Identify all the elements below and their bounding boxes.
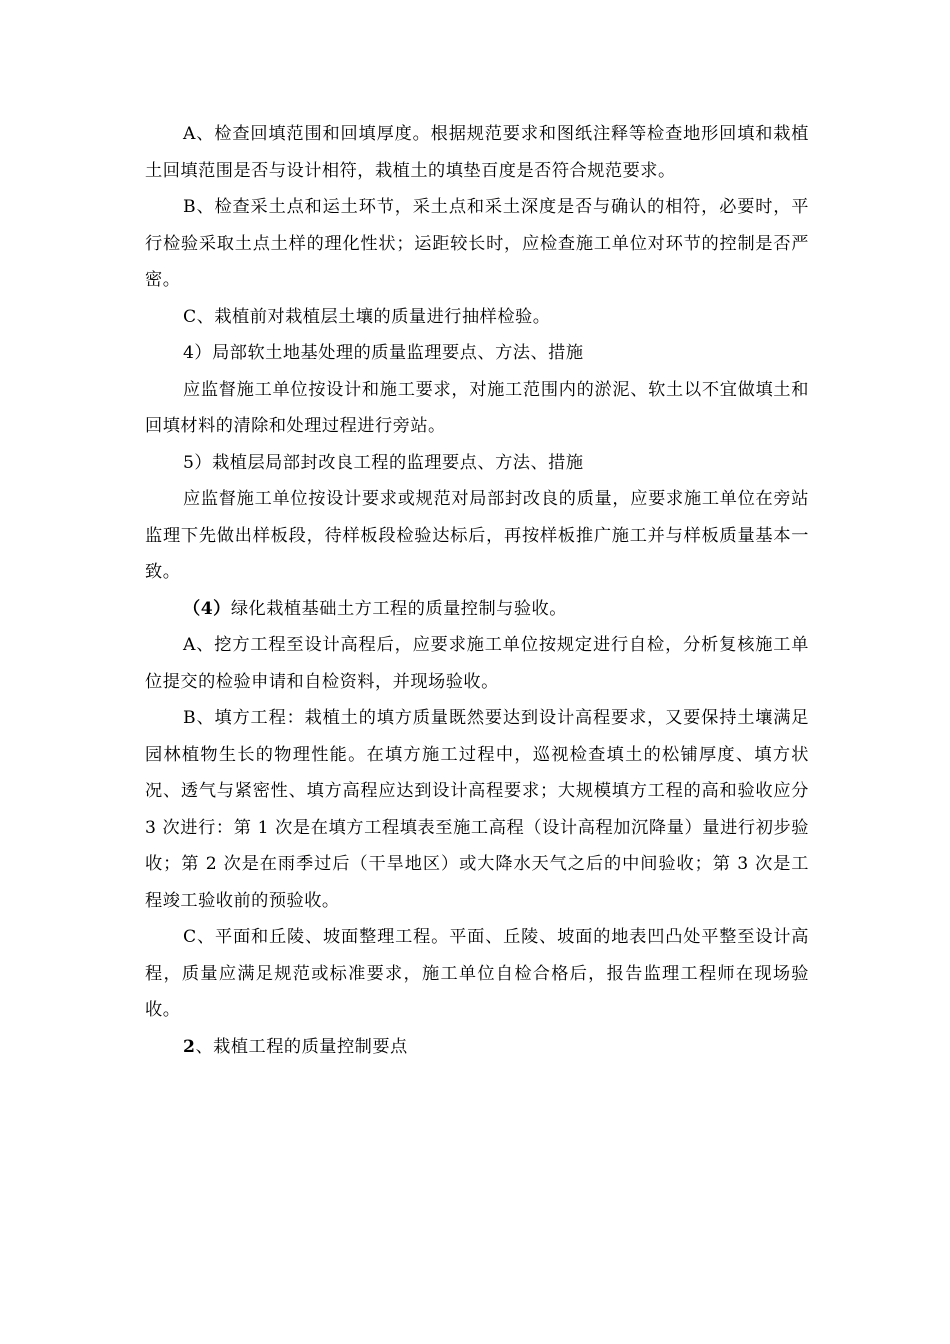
section-heading-planting [145, 1029, 809, 1066]
paragraph-excavation: A、挖方工程至设计高程后，应要求施工单位按规定进行自检，分析复核施工单位提交的检验申请和自检资料，并现场验收。 [145, 635, 809, 692]
paragraph-soft-soil-supervision: 应监督施工单位按设计和施工要求，对施工范围内的淤泥、软土以不宜做填土和回填材料的清除和处理过程进行旁站。 [145, 379, 809, 436]
section-title: 绿化栽植基础土方工程的质量控制与验收。 [230, 598, 567, 619]
paragraph-backfill-check: A、检查回填范围和回填厚度。根据规范要求和图纸注释等检查地形回填和栽植土回填范围是否与设计相符，栽植土的填垫百度是否符合规范要求。 [145, 124, 809, 181]
heading-layer-improvement: 5）栽植层局部封改良工程的监理要点、方法、措施 [183, 452, 584, 473]
section-number: （4） [183, 598, 231, 619]
section-heading-earthwork [145, 591, 809, 628]
paragraph-layer-improvement: 应监督施工单位按设计要求或规范对局部封改良的质量，应要求施工单位在旁站监理下先做出样板段，待样板段检验达标后，再按样板推广施工并与样板质量基本一致。 [145, 489, 809, 582]
section-number: 2 [183, 1036, 196, 1057]
document-body [145, 116, 809, 1065]
paragraph-soil-source-check: B、检查采土点和运土环节，采土点和采土深度是否与确认的相符，必要时，平行检验采取土点土样的理化性状；运距较长时，应检查施工单位对环节的控制是否严密。 [145, 197, 809, 290]
heading-soft-soil: 4）局部软土地基处理的质量监理要点、方法、措施 [183, 343, 584, 363]
paragraph-grading: C、平面和丘陵、坡面整理工程。平面、丘陵、坡面的地表凹凸处平整至设计高程，质量应满足规范或标准要求，施工单位自检合格后，报告监理工程师在现场验收。 [145, 927, 809, 1020]
paragraph-sampling-check: C、栽植前对栽植层土壤的质量进行抽样检验。 [183, 306, 551, 327]
paragraph-fill-work: B、填方工程：栽植土的填方质量既然要达到设计高程要求，又要保持土壤满足园林植物生长的物理性能。在填方施工过程中，巡视检查填土的松铺厚度、填方状况、透气与紧密性、填方高程应达到设计高程要求；大规模填方工程的高和验收应分 3 次进行：第 1 次是在填方工程填表至施工高程（设计高程加沉降量）量进行初步验收；第 2 次是在雨季过后（干旱地区）或大降水天气之后的中间验收；第 3 次是工程竣工验收前的预验收。 [145, 708, 809, 911]
section-title: 、栽植工程的质量控制要点 [195, 1036, 408, 1057]
